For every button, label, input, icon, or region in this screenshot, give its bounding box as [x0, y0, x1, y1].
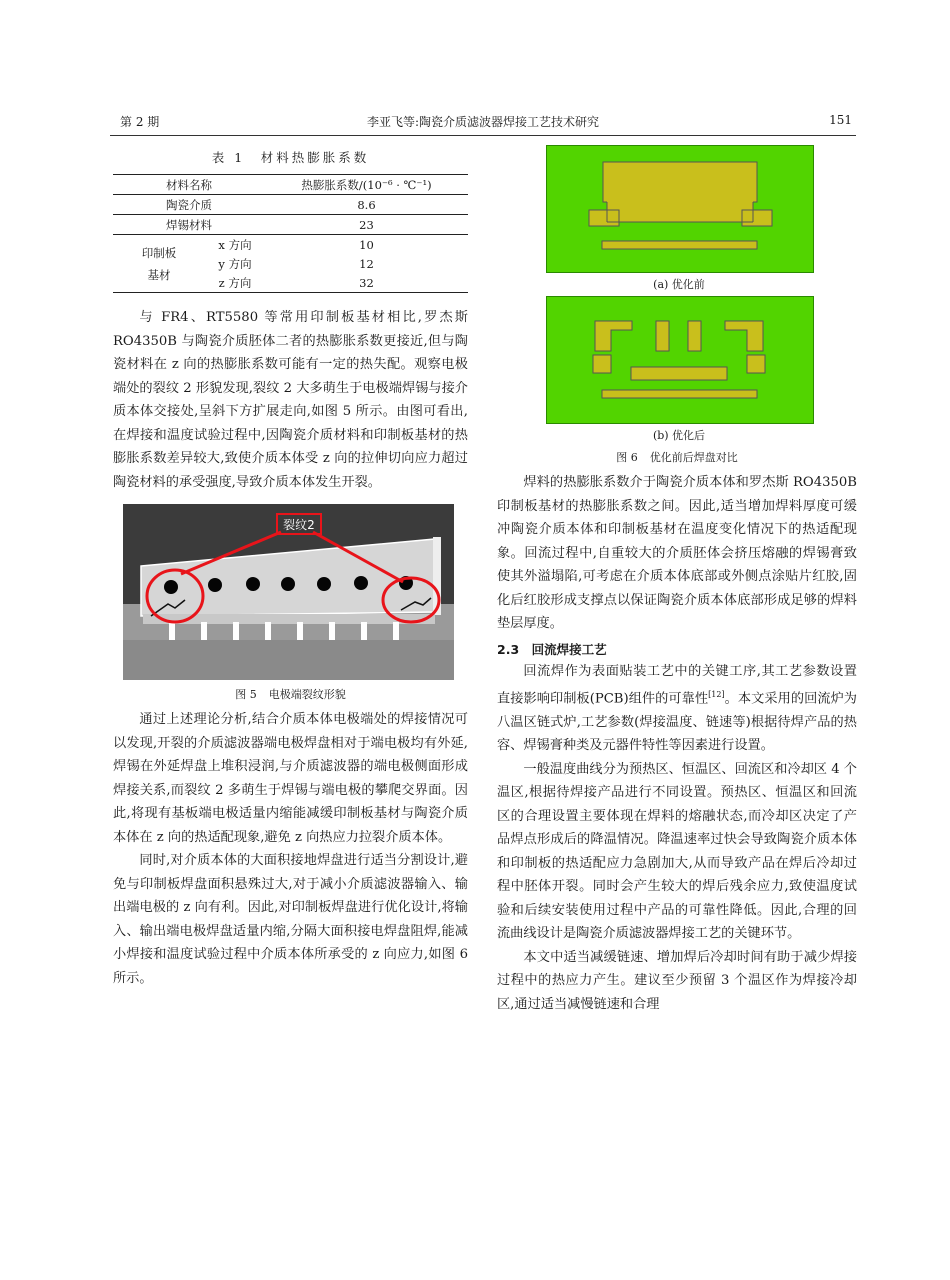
table-header-material: 材料名称	[113, 175, 265, 195]
table-caption: 表 1 材料热膨胀系数	[211, 150, 370, 165]
table-cell-name: 陶瓷介质	[113, 195, 265, 215]
table-cell-value: 12	[359, 256, 374, 271]
pad-diagram-after	[547, 297, 813, 423]
paragraph-text: 回流焊作为表面贴装工艺中的关键工序,其工艺参数设置直接影响印制板(PCB)组件的可靠性	[497, 663, 857, 707]
table-cell-direction: z 方向	[205, 273, 265, 293]
left-column	[113, 140, 468, 990]
running-header	[110, 113, 856, 136]
crack-label: 裂纹2	[283, 518, 315, 532]
crack-photo-illustration	[123, 504, 454, 680]
paragraph	[497, 660, 857, 758]
table-row	[113, 235, 468, 255]
table-cell-direction: x 方向	[218, 237, 252, 252]
table-cell-pcb-group	[113, 235, 205, 293]
table-row	[113, 195, 468, 215]
figure-caption	[113, 686, 468, 702]
figure-number: 图 6	[616, 451, 638, 464]
table-cell-value: 8.6	[265, 195, 468, 215]
table-header-coefficient: 热膨胀系数/(10⁻⁶ · ℃⁻¹)	[265, 175, 468, 195]
figure-caption	[497, 449, 857, 465]
table-cell-value: 23	[265, 215, 468, 235]
paragraph: 通过上述理论分析,结合介质本体电极端处的焊接情况可以发现,开裂的介质滤波器端电极焊盘相对于端电极均有外延,焊锡在外延焊盘上堆积浸润,与介质滤波器的端电极侧面形成焊接关系,而裂纹 2 多萌生于焊锡与端电极的攀爬交界面。因此,将现有基板端电极适量内缩能减缓印制板基材与陶瓷介质本体在 z 向的热适配现象,避免 z 向热应力拉裂介质本体。	[113, 712, 468, 845]
issue-number: 第 2 期	[120, 115, 160, 129]
subfigure-label-b: (b) 优化后	[652, 429, 706, 442]
table-cell-value: 32	[265, 273, 468, 293]
paragraph: 一般温度曲线分为预热区、恒温区、回流区和冷却区 4 个温区,根据待焊接产品进行不同设置。预热区、恒温区和回流区的合理设置主要体现在焊料的熔融状态,而冷却区决定了产品焊点形成后的降温情况。降温速率过快会导致陶瓷介质本体和印制板的热适配应力急剧加大,从而导致产品在焊后冷却过程中胚体开裂。同时会产生较大的焊后残余应力,致使温度试验和后续安装使用过程中产品的可靠性降低。因此,合理的回流曲线设计是陶瓷介质滤波器焊接工艺的关键环节。	[497, 761, 857, 942]
figure-caption-text: 优化前后焊盘对比	[649, 451, 738, 464]
paragraph: 同时,对介质本体的大面积接地焊盘进行适当分割设计,避免与印制板焊盘面积悬殊过大,对于减小介质滤波器输入、输出端电极的 z 向有利。因此,对印制板焊盘进行优化设计,将输入、输出端电极焊盘适量内缩,分隔大面积接电焊盘阻焊,能减小焊接和温度试验过程中介质本体所承受的 z 向应力,如图 6 所示。	[113, 853, 468, 986]
table-row	[113, 215, 468, 235]
pad-layout-before	[546, 145, 814, 273]
table-cell-value: 10	[359, 237, 374, 252]
paragraph: 焊料的热膨胀系数介于陶瓷介质本体和罗杰斯 RO4350B 印制板基材的热膨胀系数之间。因此,适当增加焊料厚度可缓冲陶瓷介质本体和印制板基材在温度变化情况下的热适配现象。回流过程中,自重较大的介质胚体会挤压熔融的焊锡膏致使其外溢塌陷,可考虑在介质本体底部或外侧点涂贴片红胶,固化后红胶形成支撑点以保证陶瓷介质本体底部形成足够的焊料垫层厚度。	[497, 475, 857, 631]
paragraph: 与 FR4、RT5580 等常用印制板基材相比,罗杰斯 RO4350B 与陶瓷介质胚体二者的热膨胀系数更接近,但与陶瓷材料在 z 向的热膨胀系数可能有一定的热失配。观察电极端处的裂纹 2 形貌发现,裂纹 2 大多萌生于电极端焊锡与接介质本体交接处,呈斜下方扩展走向,如图 5 所示。由图可看出,在焊接和温度试验过程中,因陶瓷介质材料和印制板基材的热膨胀系数差异较大,致使介质本体受 z 向的拉伸切向应力超过陶瓷材料的承受强度,导致介质本体发生开裂。	[113, 310, 468, 490]
page-number: 151	[829, 113, 852, 127]
expansion-coefficient-table	[113, 174, 468, 293]
citation: [12]	[708, 690, 725, 699]
pad-layout-after	[546, 296, 814, 424]
figure-number: 图 5	[235, 688, 257, 701]
table-cell-direction: y 方向	[218, 256, 252, 271]
paragraph: 本文中适当减缓链速、增加焊后冷却时间有助于减少焊接过程中的热应力产生。建议至少预留 3 个温区作为焊接冷却区,通过适当减慢链速和合理	[497, 949, 857, 1012]
paragraph-text: 。本文采用的回流炉为八温区链式炉,工艺参数(焊接温度、链速等)根据待焊产品的热容、焊锡膏种类及元器件特性等因素进行设置。	[497, 691, 857, 754]
section-heading: 2.3 回流焊接工艺	[497, 641, 607, 657]
pcb-label-line1: 印制板	[141, 245, 177, 260]
table-cell-name: 焊锡材料	[113, 215, 265, 235]
subfigure-label-a: (a) 优化前	[653, 278, 705, 291]
figure-crack-photo	[123, 504, 454, 680]
right-column	[497, 140, 857, 1016]
running-title: 李亚飞等:陶瓷介质滤波器焊接工艺技术研究	[366, 115, 600, 129]
pcb-label-line2: 基材	[147, 267, 171, 282]
pad-diagram-before	[547, 146, 813, 272]
figure-caption-text: 电极端裂纹形貌	[268, 688, 346, 701]
